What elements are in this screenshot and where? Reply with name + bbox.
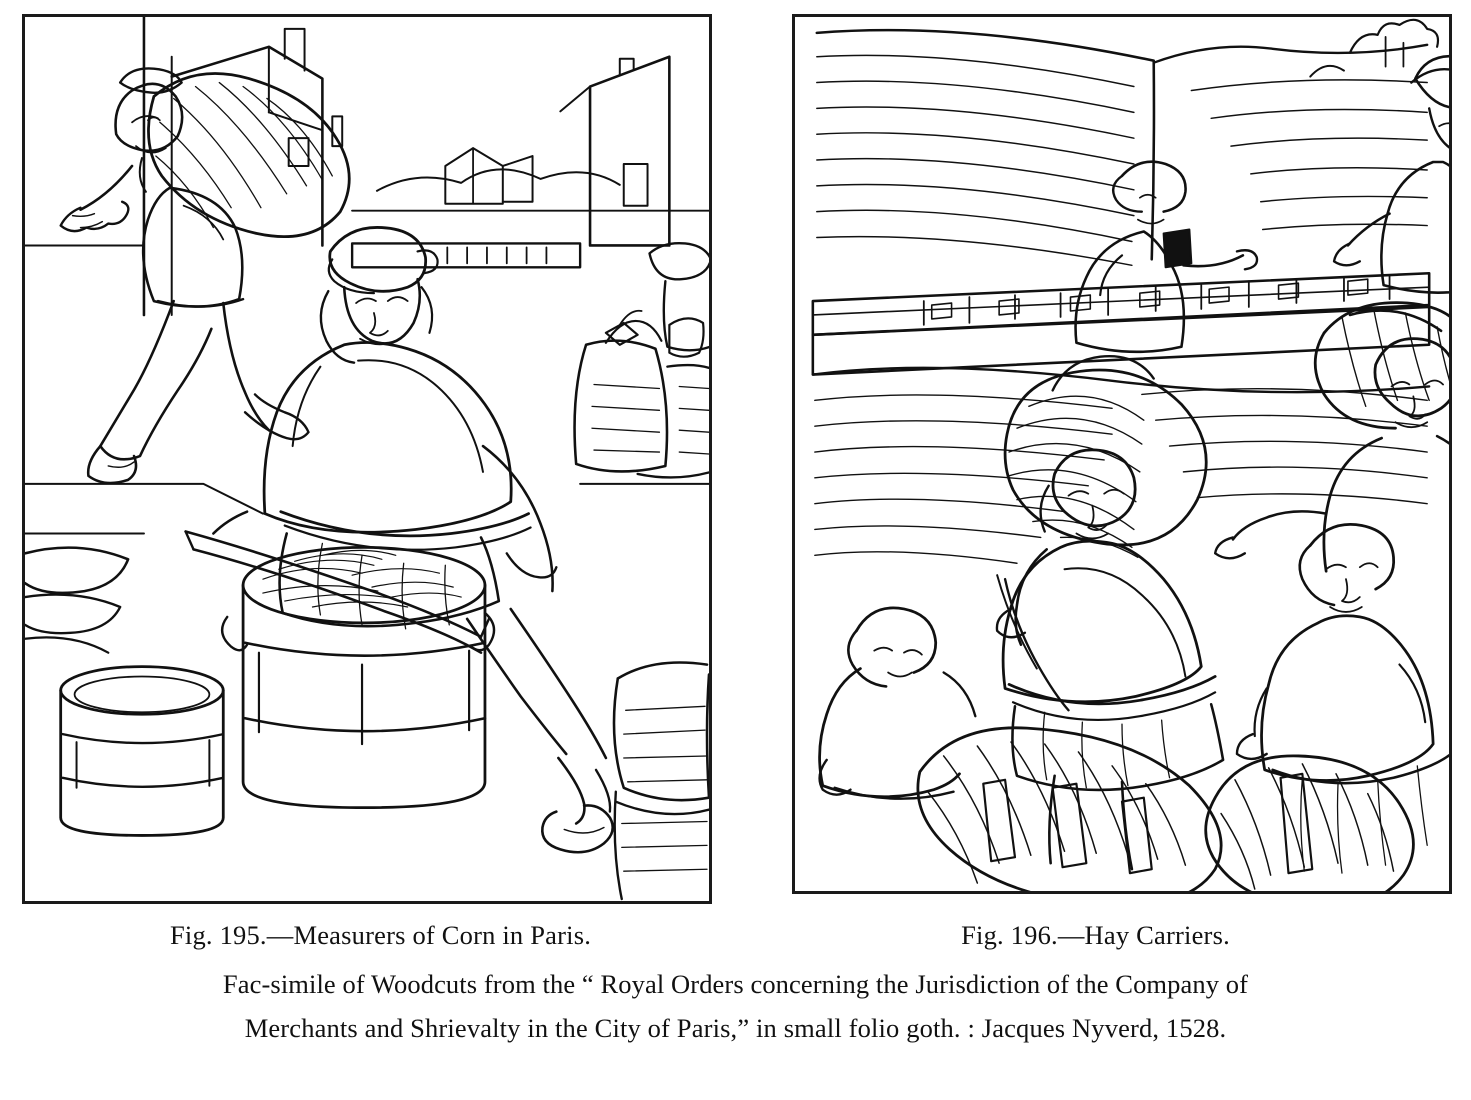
caption-line-1: Fac-simile of Woodcuts from the “ Royal Orders concerning the Jurisdiction of the Company of xyxy=(222,969,1249,999)
figure-195-plate xyxy=(22,14,712,904)
caption-block xyxy=(0,920,1471,1050)
figure-196-plate xyxy=(792,14,1452,894)
caption-line-2: Merchants and Shrievalty in the City of Paris,” in small folio goth. : Jacques Nyverd, 1528. xyxy=(244,1013,1227,1043)
figure-196-title: Fig. 196.—Hay Carriers. xyxy=(961,920,1230,950)
figure-titles xyxy=(21,920,1451,962)
figure-row xyxy=(22,14,1452,904)
measurers-of-corn-woodcut xyxy=(25,17,709,901)
hay-carriers-woodcut xyxy=(795,17,1449,891)
figure-195-title: Fig. 195.—Measurers of Corn in Paris. xyxy=(169,920,592,950)
